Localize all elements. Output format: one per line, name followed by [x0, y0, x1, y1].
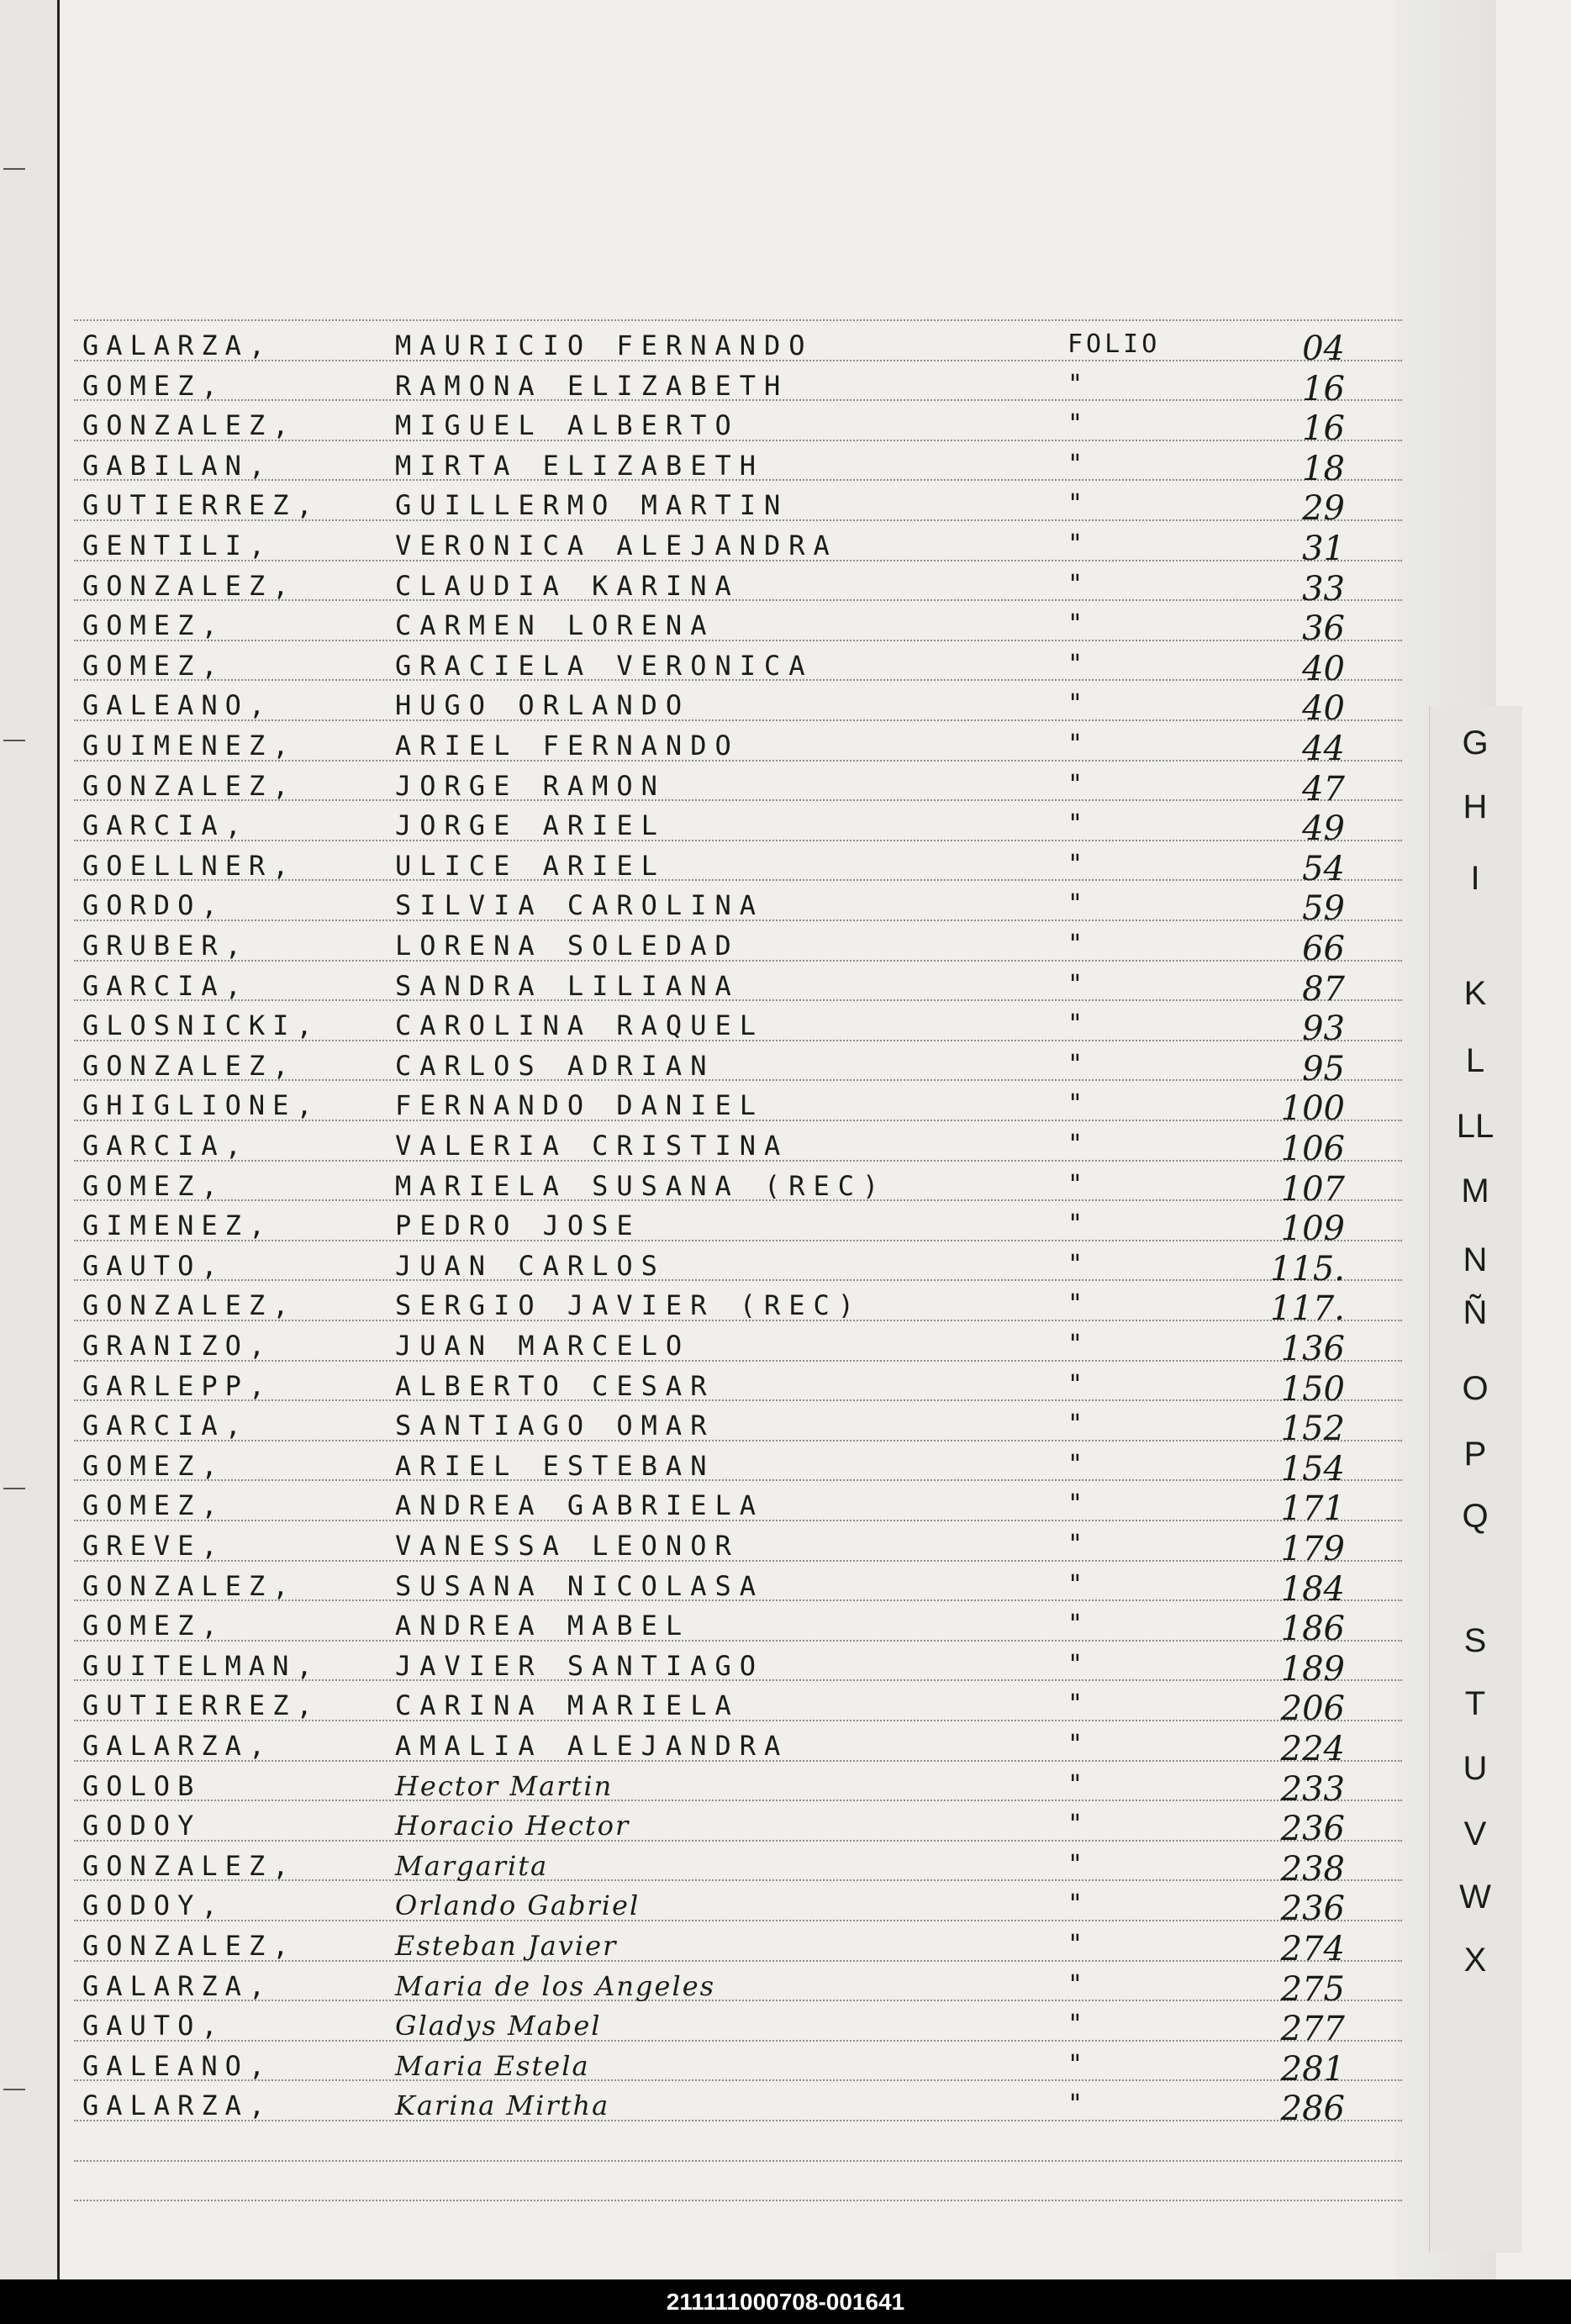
entry-surname: GHIGLIONE, [82, 1089, 320, 1122]
entry-folio-number: 33 [1302, 569, 1345, 609]
entry-given-names: JUAN MARCELO [395, 1330, 691, 1362]
entry-surname: GALARZA, [82, 2089, 273, 2122]
entry-ditto-mark: " [1068, 1449, 1087, 1479]
entry-given-names: Maria de los Angeles [395, 1969, 716, 2002]
ruled-line [74, 1479, 1402, 1481]
entry-ditto-mark: " [1068, 1769, 1087, 1800]
entry-given-names: SILVIA CAROLINA [395, 889, 764, 922]
margin-mark [3, 168, 25, 170]
index-tab-letter[interactable]: P [1463, 1436, 1487, 1473]
entry-folio-number: 100 [1280, 1089, 1345, 1129]
entry-surname: GODOY, [82, 1889, 225, 1922]
ruled-line [74, 2000, 1402, 2001]
entry-folio-number: 04 [1302, 329, 1345, 368]
entry-folio-number: 107 [1280, 1169, 1345, 1209]
ruled-line [74, 840, 1402, 841]
entry-folio-number: 150 [1280, 1369, 1345, 1409]
entry-ditto-mark: " [1068, 1249, 1087, 1279]
ruled-line [74, 1240, 1402, 1241]
entry-given-names: FERNANDO DANIEL [395, 1089, 764, 1122]
entry-given-names: VALERIA CRISTINA [395, 1130, 789, 1162]
ruled-line [74, 2040, 1402, 2042]
entry-ditto-mark: " [1068, 1569, 1087, 1599]
entry-ditto-mark: " [1068, 1930, 1087, 1959]
binding-margin [0, 0, 60, 2279]
entry-folio-number: 206 [1280, 1689, 1345, 1729]
entry-given-names: RAMONA ELIZABETH [395, 369, 789, 402]
entry-given-names: MIRTA ELIZABETH [395, 449, 764, 482]
entry-ditto-mark: " [1068, 1169, 1087, 1199]
entry-folio-number: 277 [1280, 2010, 1345, 2049]
entry-folio-number: 171 [1280, 1489, 1345, 1529]
ruled-line [74, 719, 1402, 721]
entry-surname: GOMEZ, [82, 649, 225, 682]
entry-surname: GOMEZ, [82, 609, 225, 642]
entry-folio-number: 224 [1280, 1730, 1345, 1768]
entry-folio-number: 286 [1280, 2089, 1345, 2129]
entry-surname: GALARZA, [82, 329, 273, 361]
entry-ditto-mark: " [1068, 730, 1087, 759]
entry-folio-number: 236 [1280, 1810, 1345, 1849]
ruled-line [74, 1920, 1402, 1921]
entry-surname: GODOY [82, 1810, 202, 1842]
entry-given-names: SUSANA NICOLASA [395, 1569, 764, 1602]
ruled-line [74, 1800, 1402, 1801]
entry-surname: GARCIA, [82, 809, 249, 842]
entry-given-names: JUAN CARLOS [395, 1249, 666, 1282]
ruled-line [74, 1279, 1402, 1281]
entry-surname: GUITELMAN, [82, 1649, 320, 1682]
entry-given-names: ARIEL FERNANDO [395, 730, 740, 761]
entry-ditto-mark: " [1068, 889, 1087, 920]
document-id-footer: 211111000708-001641 [0, 2279, 1571, 2324]
entry-surname: GUIMENEZ, [82, 730, 297, 761]
entry-given-names: ARIEL ESTEBAN [395, 1449, 715, 1482]
entry-folio-number: 18 [1302, 449, 1345, 488]
entry-surname: GARCIA, [82, 969, 249, 1002]
entry-surname: GUTIERREZ, [82, 1689, 320, 1722]
alphabet-index-strip [1429, 706, 1522, 2253]
entry-surname: GALEANO, [82, 689, 273, 722]
ruled-line [74, 2079, 1402, 2081]
entry-given-names: Margarita [395, 1849, 549, 1882]
ruled-line [74, 2160, 1402, 2162]
index-tab-letter[interactable]: L [1465, 1042, 1485, 1079]
entry-given-names: CAROLINA RAQUEL [395, 1009, 764, 1042]
index-tab-letter[interactable]: O [1462, 1370, 1489, 1407]
entry-folio-number: 36 [1302, 609, 1345, 649]
entry-ditto-mark: " [1068, 1369, 1087, 1399]
index-tab-letter[interactable]: K [1463, 975, 1487, 1012]
entry-surname: GONZALEZ, [82, 1849, 297, 1882]
entry-ditto-mark: " [1068, 809, 1087, 840]
entry-surname: GLOSNICKI, [82, 1009, 320, 1042]
index-tab-letter[interactable]: V [1463, 1815, 1487, 1852]
entry-ditto-mark: " [1068, 1689, 1087, 1720]
entry-folio-number: 179 [1280, 1530, 1345, 1568]
entry-surname: GOELLNER, [82, 849, 297, 882]
entry-ditto-mark: " [1068, 1889, 1087, 1920]
entry-given-names: Hector Martin [395, 1769, 614, 1802]
entry-ditto-mark: " [1068, 1969, 1087, 2000]
index-tab-letter[interactable]: X [1463, 1942, 1487, 1979]
entry-given-names: SANDRA LILIANA [395, 969, 740, 1002]
entry-folio-number: 233 [1280, 1769, 1345, 1809]
entry-folio-number: 49 [1302, 809, 1345, 849]
entry-given-names: SANTIAGO OMAR [395, 1410, 715, 1442]
entry-ditto-mark: " [1068, 1330, 1087, 1359]
entry-ditto-mark: " [1068, 1089, 1087, 1120]
entry-folio-number: 31 [1302, 530, 1345, 568]
entry-ditto-mark: " [1068, 1410, 1087, 1440]
entry-folio-number: 281 [1280, 2049, 1345, 2089]
entry-surname: GOMEZ, [82, 369, 225, 402]
entry-surname: GENTILI, [82, 530, 273, 561]
entry-surname: GORDO, [82, 889, 225, 922]
entry-given-names: AMALIA ALEJANDRA [395, 1730, 789, 1762]
entry-folio-number: 95 [1302, 1049, 1345, 1088]
entry-folio-number: 184 [1280, 1569, 1345, 1609]
entry-surname: GONZALEZ, [82, 769, 297, 802]
ruled-line [74, 1440, 1402, 1441]
entry-given-names: JAVIER SANTIAGO [395, 1649, 764, 1682]
entry-folio-number: 59 [1302, 889, 1345, 929]
entry-ditto-mark: " [1068, 530, 1087, 559]
entry-ditto-mark: " [1068, 1489, 1087, 1520]
entry-ditto-mark: " [1068, 1289, 1087, 1320]
entry-folio-number: 117. [1269, 1289, 1345, 1329]
entry-ditto-mark: " [1068, 689, 1087, 719]
entry-given-names: Gladys Mabel [395, 2010, 602, 2042]
entry-surname: GOMEZ, [82, 1169, 225, 1202]
entry-surname: GREVE, [82, 1530, 225, 1562]
index-tab-letter[interactable]: H [1463, 788, 1488, 825]
ruled-line [74, 640, 1402, 641]
entry-given-names: CARMEN LORENA [395, 609, 715, 642]
index-tab-letter[interactable]: U [1463, 1750, 1488, 1787]
entry-folio-number: 186 [1280, 1610, 1345, 1649]
entry-surname: GAUTO, [82, 1249, 225, 1282]
index-tab-letter[interactable]: S [1463, 1622, 1487, 1659]
entry-given-names: ANDREA GABRIELA [395, 1489, 764, 1522]
index-tab-letter[interactable]: M [1461, 1173, 1489, 1209]
entry-folio-number: 40 [1302, 649, 1345, 688]
entry-given-names: CARINA MARIELA [395, 1689, 740, 1722]
index-tab-letter[interactable]: N [1463, 1241, 1488, 1278]
entry-folio-number: 47 [1302, 769, 1345, 809]
entry-ditto-mark: " [1068, 2089, 1087, 2120]
margin-mark [3, 740, 25, 741]
entry-given-names: HUGO ORLANDO [395, 689, 691, 722]
entry-ditto-mark: " [1068, 1649, 1087, 1679]
index-tab-letter[interactable]: Q [1462, 1498, 1489, 1535]
entry-ditto-mark: " [1068, 649, 1087, 679]
entry-given-names: Karina Mirtha [395, 2089, 610, 2122]
entry-ditto-mark: " [1068, 369, 1087, 399]
entry-ditto-mark: FOLIO [1068, 329, 1161, 359]
entry-surname: GABILAN, [82, 449, 273, 482]
entry-ditto-mark: " [1068, 1730, 1087, 1759]
ruled-line [74, 1399, 1402, 1401]
entry-folio-number: 16 [1302, 409, 1345, 449]
ruled-line [74, 2200, 1402, 2201]
entry-surname: GRUBER, [82, 930, 249, 962]
entry-folio-number: 16 [1302, 369, 1345, 408]
entry-ditto-mark: " [1068, 1049, 1087, 1079]
entry-folio-number: 44 [1302, 730, 1345, 768]
entry-given-names: ANDREA MABEL [395, 1610, 691, 1642]
entry-ditto-mark: " [1068, 569, 1087, 599]
entry-given-names: JORGE RAMON [395, 769, 666, 802]
entry-ditto-mark: " [1068, 2010, 1087, 2040]
entry-folio-number: 40 [1302, 689, 1345, 729]
entry-folio-number: 87 [1302, 969, 1345, 1009]
entry-folio-number: 66 [1302, 930, 1345, 968]
entry-given-names: PEDRO JOSE [395, 1209, 641, 1242]
ruled-line [74, 319, 1402, 321]
entry-given-names: Maria Estela [395, 2049, 590, 2082]
entry-surname: GONZALEZ, [82, 1569, 297, 1602]
entry-surname: GARLEPP, [82, 1369, 273, 1402]
index-tab-letter[interactable]: I [1470, 860, 1480, 897]
entry-given-names: SERGIO JAVIER (REC) [395, 1289, 863, 1322]
entry-folio-number: 109 [1280, 1209, 1345, 1249]
entry-surname: GOMEZ, [82, 1610, 225, 1642]
entry-given-names: LORENA SOLEDAD [395, 930, 740, 962]
entry-given-names: JORGE ARIEL [395, 809, 666, 842]
entry-folio-number: 274 [1280, 1930, 1345, 1968]
entry-given-names: GUILLERMO MARTIN [395, 489, 789, 522]
entry-surname: GOMEZ, [82, 1489, 225, 1522]
entry-folio-number: 275 [1280, 1969, 1345, 2009]
entry-folio-number: 93 [1302, 1009, 1345, 1049]
entry-ditto-mark: " [1068, 1130, 1087, 1159]
entry-given-names: GRACIELA VERONICA [395, 649, 814, 682]
entry-surname: GALARZA, [82, 1969, 273, 2002]
entry-ditto-mark: " [1068, 609, 1087, 640]
entry-ditto-mark: " [1068, 449, 1087, 479]
entry-surname: GONZALEZ, [82, 1930, 297, 1962]
entry-folio-number: 236 [1280, 1889, 1345, 1929]
entry-ditto-mark: " [1068, 849, 1087, 879]
entry-surname: GONZALEZ, [82, 1289, 297, 1322]
entry-surname: GAUTO, [82, 2010, 225, 2042]
entry-surname: GALARZA, [82, 1730, 273, 1762]
entry-given-names: Esteban Javier [395, 1930, 618, 1962]
index-tab-letter[interactable]: T [1464, 1685, 1486, 1722]
entry-given-names: ALBERTO CESAR [395, 1369, 715, 1402]
entry-surname: GARCIA, [82, 1130, 249, 1162]
entry-given-names: CARLOS ADRIAN [395, 1049, 715, 1082]
index-tab-letter[interactable]: Ñ [1463, 1294, 1488, 1331]
entry-surname: GONZALEZ, [82, 569, 297, 602]
entry-ditto-mark: " [1068, 1009, 1087, 1040]
entry-ditto-mark: " [1068, 769, 1087, 799]
index-tab-letter[interactable]: G [1462, 725, 1489, 761]
entry-ditto-mark: " [1068, 1610, 1087, 1640]
entry-ditto-mark: " [1068, 1849, 1087, 1879]
entry-folio-number: 152 [1280, 1410, 1345, 1449]
entry-ditto-mark: " [1068, 409, 1087, 440]
entry-given-names: MARIELA SUSANA (REC) [395, 1169, 888, 1202]
entry-given-names: CLAUDIA KARINA [395, 569, 740, 602]
entry-ditto-mark: " [1068, 2049, 1087, 2079]
entry-ditto-mark: " [1068, 1810, 1087, 1840]
entry-folio-number: 115. [1269, 1249, 1345, 1288]
entry-folio-number: 238 [1280, 1849, 1345, 1889]
entry-folio-number: 29 [1302, 489, 1345, 529]
entry-folio-number: 154 [1280, 1449, 1345, 1489]
entry-given-names: MAURICIO FERNANDO [395, 329, 814, 361]
entry-given-names: VANESSA LEONOR [395, 1530, 740, 1562]
ruled-line [74, 1840, 1402, 1842]
entry-surname: GOLOB [82, 1769, 202, 1802]
entry-surname: GUTIERREZ, [82, 489, 320, 522]
margin-mark [3, 1488, 25, 1489]
entry-folio-number: 189 [1280, 1649, 1345, 1689]
entry-surname: GONZALEZ, [82, 1049, 297, 1082]
entry-ditto-mark: " [1068, 930, 1087, 959]
entry-given-names: MIGUEL ALBERTO [395, 409, 740, 442]
entry-ditto-mark: " [1068, 1530, 1087, 1559]
entry-folio-number: 136 [1280, 1330, 1345, 1368]
entry-folio-number: 54 [1302, 849, 1345, 888]
entry-given-names: Horacio Hector [395, 1810, 630, 1842]
entry-ditto-mark: " [1068, 1209, 1087, 1240]
entry-surname: GALEANO, [82, 2049, 273, 2082]
index-tab-letter[interactable]: LL [1456, 1108, 1495, 1145]
ruled-line [74, 1640, 1402, 1642]
entry-surname: GRANIZO, [82, 1330, 273, 1362]
ruled-line [74, 1360, 1402, 1362]
entry-ditto-mark: " [1068, 489, 1087, 519]
entry-surname: GARCIA, [82, 1410, 249, 1442]
index-tab-letter[interactable]: W [1459, 1879, 1491, 1916]
ruled-line [74, 2120, 1402, 2121]
entry-surname: GIMENEZ, [82, 1209, 273, 1242]
entry-given-names: ULICE ARIEL [395, 849, 666, 882]
entry-given-names: VERONICA ALEJANDRA [395, 530, 838, 561]
entry-folio-number: 106 [1280, 1130, 1345, 1168]
entry-surname: GONZALEZ, [82, 409, 297, 442]
margin-mark [3, 2089, 25, 2090]
entry-surname: GOMEZ, [82, 1449, 225, 1482]
entry-given-names: Orlando Gabriel [395, 1889, 641, 1922]
entry-ditto-mark: " [1068, 969, 1087, 999]
